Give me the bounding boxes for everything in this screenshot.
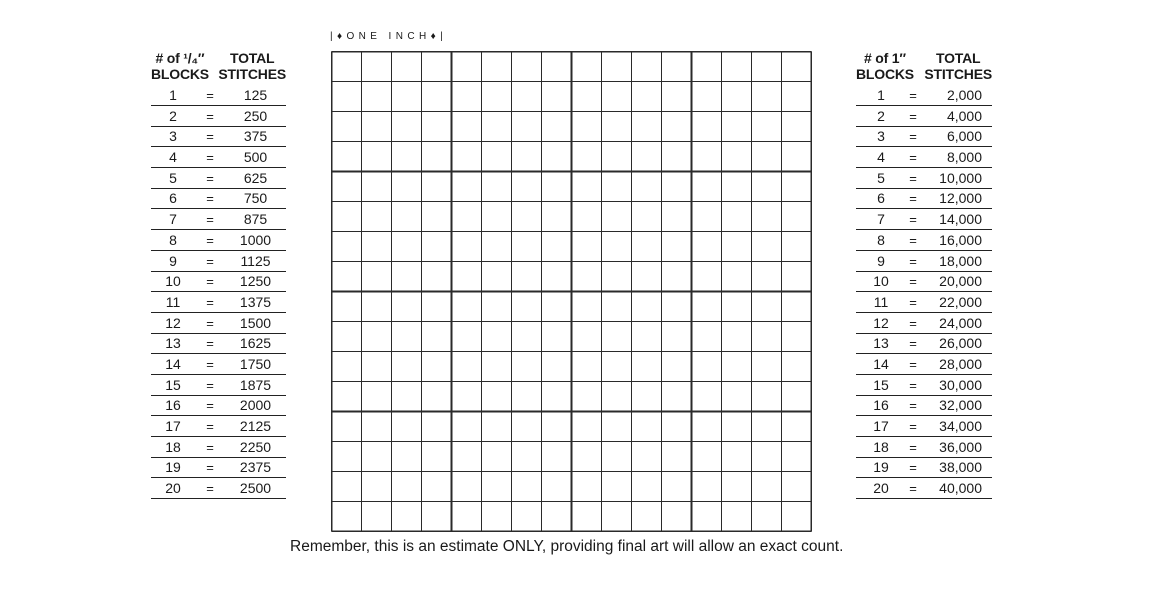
stitch-total: 10,000 — [939, 169, 982, 186]
stitch-total: 4,000 — [946, 107, 982, 124]
block-count: 4 — [169, 149, 177, 166]
table-row — [151, 148, 286, 168]
equals-sign: = — [909, 460, 917, 476]
block-count: 10 — [873, 273, 889, 290]
table-row — [151, 334, 286, 354]
equals-sign: = — [206, 481, 214, 497]
block-count: 17 — [165, 418, 181, 434]
stitch-total: 8,000 — [946, 149, 982, 166]
block-count: 9 — [169, 252, 177, 269]
table-row — [151, 86, 286, 106]
block-count: 20 — [873, 480, 889, 497]
table-row — [856, 293, 992, 313]
equals-sign: = — [909, 439, 917, 455]
table-row — [856, 272, 992, 292]
block-count: 2 — [877, 107, 885, 124]
block-count: 6 — [877, 190, 885, 207]
table-row — [151, 272, 286, 292]
stitch-total: 2125 — [239, 418, 272, 434]
block-count: 12 — [873, 314, 889, 331]
block-count: 2 — [169, 107, 177, 124]
stitch-total: 12,000 — [939, 190, 982, 207]
table-row — [151, 438, 286, 458]
table-row — [151, 107, 286, 127]
table-row — [151, 210, 286, 230]
table-row — [151, 417, 286, 437]
block-count: 15 — [873, 376, 889, 393]
block-count: 9 — [877, 252, 885, 269]
stitch-total: 24,000 — [939, 314, 982, 331]
table-row — [856, 210, 992, 230]
table-row — [856, 396, 992, 416]
blocks-header-line2: BLOCKS — [856, 66, 914, 82]
blocks-header-line1: # of ¹/₄″ — [155, 50, 205, 66]
equals-sign: = — [206, 129, 214, 145]
equals-sign: = — [206, 315, 214, 331]
equals-sign: = — [206, 460, 214, 476]
stitch-total: 40,000 — [939, 480, 982, 497]
table-row — [856, 417, 992, 437]
equals-sign: = — [206, 88, 214, 103]
block-count: 18 — [873, 438, 889, 455]
block-count: 3 — [877, 128, 885, 145]
equals-sign: = — [206, 108, 214, 124]
blocks-header-line1: # of 1″ — [864, 50, 906, 66]
table-row — [856, 127, 992, 147]
stitch-total: 2000 — [239, 397, 272, 414]
stitch-total: 1625 — [239, 335, 272, 352]
equals-sign: = — [206, 398, 214, 414]
stitches-header-line2: STITCHES — [218, 66, 286, 82]
table-row — [151, 252, 286, 272]
table-row — [856, 86, 992, 106]
block-count: 4 — [877, 149, 885, 166]
equals-sign: = — [206, 439, 214, 455]
stitch-total: 30,000 — [939, 376, 982, 393]
estimate-footnote: Remember, this is an estimate ONLY, providing final art will allow an exact count. — [290, 538, 844, 555]
block-count: 20 — [165, 480, 181, 497]
equals-sign: = — [206, 170, 214, 186]
equals-sign: = — [909, 377, 917, 393]
equals-sign: = — [909, 191, 917, 207]
table-body — [856, 86, 992, 499]
block-count: 12 — [165, 314, 181, 331]
table-row — [151, 458, 286, 478]
equals-sign: = — [909, 294, 917, 310]
block-count: 13 — [165, 335, 181, 352]
equals-sign: = — [909, 232, 917, 248]
block-count: 1 — [877, 87, 885, 103]
stitch-total: 28,000 — [939, 355, 982, 372]
equals-sign: = — [909, 170, 917, 186]
block-count: 14 — [873, 355, 889, 372]
block-count: 1 — [169, 87, 177, 103]
stitch-total: 2250 — [239, 438, 272, 455]
table-header — [151, 50, 286, 86]
table-row — [151, 169, 286, 189]
table-row — [856, 355, 992, 375]
equals-sign: = — [206, 419, 214, 434]
stitch-total: 1000 — [239, 231, 272, 248]
table-row — [856, 107, 992, 127]
stitch-total: 1500 — [239, 314, 272, 331]
block-count: 6 — [169, 190, 177, 207]
stitch-total: 1250 — [239, 273, 272, 290]
stitch-total: 1750 — [239, 355, 272, 372]
equals-sign: = — [909, 88, 917, 103]
table-header — [856, 50, 992, 86]
table-row — [151, 189, 286, 209]
stitches-header-line2: STITCHES — [924, 66, 992, 82]
block-count: 17 — [873, 418, 889, 434]
table-row — [856, 334, 992, 354]
equals-sign: = — [909, 274, 917, 290]
block-count: 10 — [165, 273, 181, 290]
equals-sign: = — [206, 356, 214, 372]
table-row — [856, 479, 992, 499]
blocks-header-line2: BLOCKS — [151, 66, 209, 82]
equals-sign: = — [909, 481, 917, 497]
stitch-total: 1375 — [239, 293, 272, 310]
block-count: 5 — [877, 169, 885, 186]
equals-sign: = — [206, 253, 214, 269]
table-row — [151, 355, 286, 375]
equals-sign: = — [909, 212, 917, 228]
stitch-total: 32,000 — [939, 397, 982, 414]
equals-sign: = — [909, 398, 917, 414]
table-row — [151, 231, 286, 251]
table-row — [151, 127, 286, 147]
stitches-header-line1: TOTAL — [229, 50, 275, 66]
one-inch-block-table — [856, 50, 992, 500]
equals-sign: = — [909, 356, 917, 372]
block-count: 11 — [165, 293, 181, 310]
equals-sign: = — [909, 315, 917, 331]
table-row — [856, 189, 992, 209]
equals-sign: = — [909, 150, 917, 166]
table-row — [151, 396, 286, 416]
block-count: 18 — [165, 438, 181, 455]
stitch-total: 1125 — [240, 252, 271, 269]
equals-sign: = — [206, 191, 214, 207]
stitch-total: 2375 — [239, 459, 272, 476]
equals-sign: = — [206, 274, 214, 290]
table-row — [151, 293, 286, 313]
table-row — [856, 231, 992, 251]
block-count: 5 — [169, 169, 177, 186]
stitch-total: 2500 — [239, 480, 272, 497]
block-count: 13 — [873, 335, 889, 352]
block-count: 7 — [169, 211, 177, 228]
block-count: 8 — [169, 231, 177, 248]
block-count: 14 — [165, 355, 181, 372]
stitch-total: 750 — [243, 190, 268, 207]
stitch-total: 22,000 — [939, 293, 982, 310]
block-count: 11 — [873, 293, 889, 310]
equals-sign: = — [909, 108, 917, 124]
stitch-total: 125 — [243, 87, 268, 103]
equals-sign: = — [206, 232, 214, 248]
quarter-inch-block-table — [151, 50, 286, 500]
equals-sign: = — [206, 212, 214, 228]
equals-sign: = — [909, 253, 917, 269]
stitches-column-header — [924, 50, 992, 86]
table-row — [151, 314, 286, 334]
stitch-total: 14,000 — [939, 211, 982, 228]
stitch-total: 18,000 — [939, 252, 982, 269]
table-row — [856, 169, 992, 189]
table-row — [856, 314, 992, 334]
table-row — [856, 458, 992, 478]
equals-sign: = — [909, 419, 917, 434]
stitches-column-header — [218, 50, 286, 86]
stitch-total: 26,000 — [939, 335, 982, 352]
table-row — [856, 376, 992, 396]
stitch-total: 20,000 — [939, 273, 982, 290]
block-count: 7 — [877, 211, 885, 228]
one-inch-scale-label: |♦ONE INCH♦| — [330, 31, 448, 42]
equals-sign: = — [206, 377, 214, 393]
block-count: 16 — [873, 397, 889, 414]
block-count: 19 — [873, 459, 889, 476]
stitch-total: 34,000 — [939, 418, 982, 434]
block-count: 3 — [169, 128, 177, 145]
equals-sign: = — [206, 336, 214, 352]
stitch-total: 875 — [243, 211, 268, 228]
stitch-total: 2,000 — [946, 87, 982, 103]
block-count: 15 — [165, 376, 181, 393]
stitch-total: 625 — [243, 169, 268, 186]
block-count: 19 — [165, 459, 181, 476]
table-row — [151, 376, 286, 396]
equals-sign: = — [206, 294, 214, 310]
stitch-estimate-grid — [331, 51, 812, 532]
blocks-column-header — [856, 50, 914, 86]
stitches-header-line1: TOTAL — [935, 50, 981, 66]
stitch-total: 38,000 — [939, 459, 982, 476]
equals-sign: = — [206, 150, 214, 166]
equals-sign: = — [909, 336, 917, 352]
stitch-total: 1875 — [239, 376, 272, 393]
stitch-total: 500 — [243, 149, 268, 166]
table-row — [856, 148, 992, 168]
block-count: 16 — [165, 397, 181, 414]
blocks-column-header — [151, 50, 209, 86]
table-row — [856, 438, 992, 458]
stitch-total: 375 — [243, 128, 268, 145]
table-row — [151, 479, 286, 499]
table-row — [856, 252, 992, 272]
equals-sign: = — [909, 129, 917, 145]
stitch-total: 250 — [243, 107, 268, 124]
stitch-total: 6,000 — [946, 128, 982, 145]
table-body — [151, 86, 286, 499]
stitch-total: 36,000 — [939, 438, 982, 455]
stitch-total: 16,000 — [939, 231, 982, 248]
block-count: 8 — [877, 231, 885, 248]
